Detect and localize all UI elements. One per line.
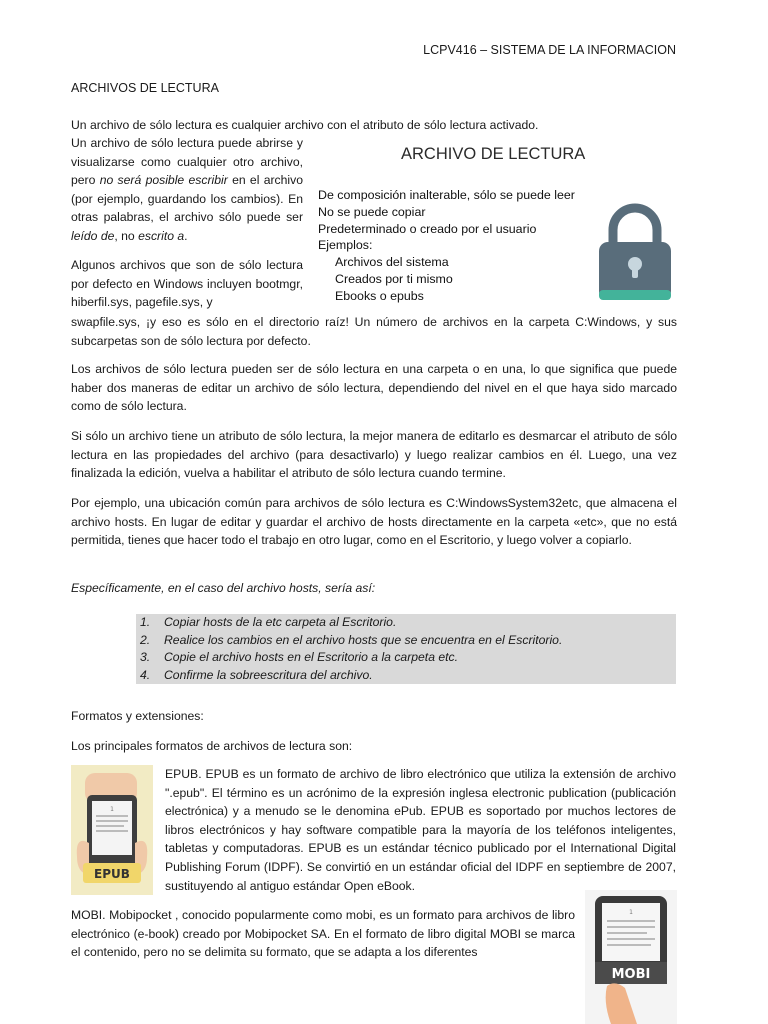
list-item: 3. Copie el archivo hosts en el Escritorio a la carpeta etc. [140,650,458,664]
infographic-line: Predeterminado o creado por el usuario [318,221,537,236]
formats-intro: Los principales formatos de archivos de lectura son: [71,739,353,753]
mobi-badge: MOBI [611,967,651,982]
page-header: LCPV416 – SISTEMA DE LA INFORMACION [423,43,676,57]
infographic-example: Creados por ti mismo [335,271,453,286]
epub-reader-image [71,765,153,895]
list-item: 1. Copiar hosts de la etc carpeta al Escritorio. [140,615,397,629]
edit-attribute-paragraph: Si sólo un archivo tiene un atributo de sólo lectura, la mejor manera de editarlo es desmarcar el atributo de sólo lectura en las propiedades del archivo (para desactivarlo) y luego realizar cambios en él. Luego, una vez finalizada la edición, vuelva a habilitar el atributo de sólo lectura cuando termine. [71,429,677,481]
readonly-description-paragraph: Un archivo de sólo lectura puede abrirse y visualizarse como cualquier otro archivo, pero no será posible escribir en el archivo (por ejemplo, guardando los cambios). En otras palabras, el archivo sólo puede ser leído de, no escrito a. [71,136,303,243]
epub-page-number: 1 [110,806,114,813]
list-item: 4. Confirme la sobreescritura del archivo. [140,667,373,682]
readonly-infographic [312,135,688,310]
infographic-line: De composición inalterable, sólo se puede leer [318,188,575,202]
list-item: 2. Realice los cambios en el archivo hosts que se encuentra en el Escritorio. [140,632,563,647]
mobi-reader-image [585,890,677,1024]
mobi-paragraph: MOBI. Mobipocket , conocido popularmente como mobi, es un formato para archivos de libro electrónico (e-book) creado por Mobipocket SA. En el formato de libro digital MOBI se marca el contenido, pero no se delimita su formato, que se adapta a los diferentes [71,908,575,960]
steps-intro: Específicamente, en el caso del archivo hosts, sería así: [71,581,376,595]
formats-heading: Formatos y extensiones: [71,709,204,723]
infographic-example: Archivos del sistema [335,255,449,270]
hosts-example-paragraph: Por ejemplo, una ubicación común para archivos de sólo lectura es C:WindowsSystem32etc, que almacena el archivo hosts. En lugar de editar y guardar el archivo de hosts directamente en la carpeta «etc», que no está permitida, tienes que hacer todo el trabajo en otro lugar, como en el Escritorio, y luego volver a copiarlo. [71,496,677,548]
default-files-paragraph-part1: Algunos archivos que son de sólo lectura por defecto en Windows incluyen bootmgr, hiberfil.sys, pagefile.sys, y [71,258,303,310]
epub-paragraph: EPUB. EPUB es un formato de archivo de libro electrónico que utiliza la extensión de archivo ".epub". El término es un acrónimo de la expresión inglesa electronic publication (publicación electrónica) y a menudo se le denomina ePub. EPUB es soportado por muchos lectores de libros electrónicos y hay software compatible para la mayoría de los teléfonos inteligentes, tabletas y computadoras. EPUB es un estándar técnico publicado por el International Digital Publishing Forum (IDPF). Se convirtió en un estándar oficial del IDPF en septiembre de 2007, sustituyendo al antiguo estándar Open eBook. [165,767,676,893]
levels-paragraph: Los archivos de sólo lectura pueden ser de sólo lectura en una carpeta o en una, lo que significa que puede haber dos maneras de editar un archivo de sólo lectura, dependiendo del nivel en el que haya sido marcado como de sólo lectura. [71,362,677,414]
intro-paragraph: Un archivo de sólo lectura es cualquier archivo con el atributo de sólo lectura activado. [71,118,539,132]
infographic-line: No se puede copiar [318,204,426,219]
infographic-example: Ebooks o epubs [335,288,424,303]
infographic-line: Ejemplos: [318,238,373,253]
padlock-icon [595,202,675,302]
mobi-page-number: 1 [629,909,633,916]
document-title: ARCHIVOS DE LECTURA [71,81,219,95]
steps-list [136,614,676,684]
infographic-title: ARCHIVO DE LECTURA [401,145,586,163]
infographic-lines [318,187,575,305]
epub-badge: EPUB [94,867,130,881]
default-files-paragraph-part2: swapfile.sys, ¡y eso es sólo en el directorio raíz! Un número de archivos en la carpeta C:Windows, y sus subcarpetas son de sólo lectura por defecto. [71,315,677,348]
